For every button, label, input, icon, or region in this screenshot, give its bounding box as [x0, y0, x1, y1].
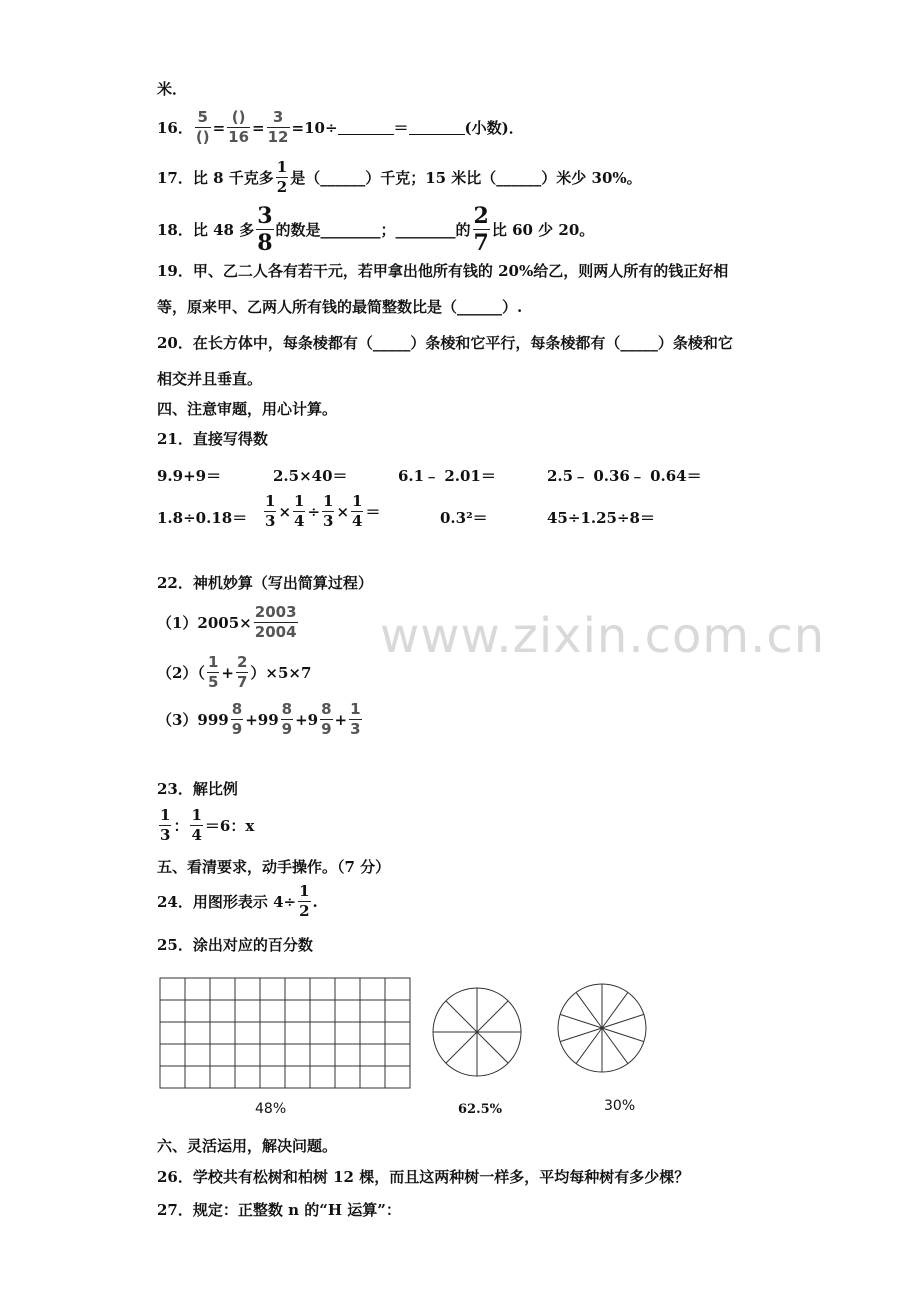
fraction: $\frac{()}{16}$: [228, 108, 250, 146]
circle-figure-10[interactable]: [558, 984, 646, 1072]
section-6-heading: 六、灵活运用，解决问题。: [157, 1137, 338, 1155]
watermark: www.zixin.com.cn: [380, 608, 826, 664]
question-23-equation: $\frac{1}{3}$ ： $\frac{1}{4}$ ＝6：x: [160, 806, 255, 844]
question-17: 17．比 8 千克多 $\frac{1}{2}$ 是（______）千克；15 米比（______）米少 30%。: [157, 158, 642, 196]
fraction: $\frac{5}{()}$: [195, 108, 210, 146]
calc-item: 2.5﹣ 0.36﹣ 0.64＝: [547, 467, 702, 485]
fraction: $\frac{1}{3}$: [350, 700, 361, 738]
calc-item: 6.1﹣ 2.01＝: [398, 467, 496, 485]
question-27: 27．规定：正整数 n 的“H 运算”：: [157, 1201, 401, 1219]
fraction: $\frac{1}{4}$: [294, 492, 305, 530]
circle10-caption: 30%: [604, 1098, 636, 1114]
percent-figures: [150, 970, 670, 1100]
answer-blank[interactable]: [409, 120, 465, 135]
fraction: $\frac{1}{5}$: [207, 653, 219, 691]
grid-caption: 48%: [255, 1101, 287, 1117]
sector-line: [446, 1032, 477, 1063]
question-25: 25．涂出对应的百分数: [157, 936, 313, 954]
fraction: $\frac{3}{8}$: [257, 203, 273, 256]
fraction: $\frac{3}{12}$: [267, 108, 289, 146]
fraction: $\frac{1}{3}$: [265, 492, 276, 530]
sector-line: [446, 1001, 477, 1032]
line-continuation: 米．: [157, 80, 188, 98]
question-22-part2: （2）（ $\frac{1}{5}$ + $\frac{2}{7}$ ）×5×7: [157, 653, 312, 691]
sector-line: [560, 1014, 602, 1028]
fraction: $\frac{1}{4}$: [352, 492, 363, 530]
calc-item: 2.5×40＝: [273, 467, 348, 485]
sector-line: [477, 1032, 508, 1063]
question-19-line2: 等，原来甲、乙两人所有钱的最简整数比是（______）.: [157, 298, 523, 316]
question-18: 18．比 48 多 $\frac{3}{8}$ 的数是________；________的 $\frac{2}{7}$ 比 60 少 20。: [157, 203, 595, 256]
fraction: $\frac{1}{3}$: [323, 492, 334, 530]
fraction: $\frac{2003}{2004}$: [254, 603, 297, 641]
fraction: $\frac{1}{4}$: [191, 806, 202, 844]
question-23: 23．解比例: [157, 780, 238, 798]
sector-line: [576, 1028, 602, 1064]
grid-figure[interactable]: [160, 978, 410, 1088]
circle-figure-8[interactable]: [433, 988, 521, 1076]
fraction: $\frac{8}{9}$: [281, 700, 293, 738]
question-24: 24．用图形表示 4÷ $\frac{1}{2}$ .: [157, 882, 318, 920]
fraction: $\frac{8}{9}$: [321, 700, 332, 738]
question-22-part1: （1）2005× $\frac{2003}{2004}$: [157, 603, 297, 641]
calc-item: 45÷1.25÷8＝: [547, 509, 655, 527]
section-5-heading: 五、看清要求，动手操作。（7 分）: [157, 858, 391, 876]
calc-item-fractions: $\frac{1}{3}$ × $\frac{1}{4}$ ÷ $\frac{1}{3}$ × $\frac{1}{4}$ ＝: [265, 492, 381, 530]
question-20-line2: 相交并且垂直。: [157, 370, 263, 388]
sector-line: [602, 1028, 644, 1042]
sector-line: [602, 992, 628, 1028]
calc-item: 0.3²＝: [440, 509, 488, 527]
question-21: 21．直接写得数: [157, 430, 268, 448]
sector-line: [477, 1001, 508, 1032]
fraction: $\frac{1}{2}$: [299, 882, 310, 920]
fraction: $\frac{8}{9}$: [231, 700, 243, 738]
section-4-heading: 四、注意审题，用心计算。: [157, 400, 338, 418]
sector-line: [560, 1028, 602, 1042]
calc-item: 1.8÷0.18＝: [157, 509, 248, 527]
sector-line: [602, 1014, 644, 1028]
fraction: $\frac{1}{2}$: [276, 158, 288, 196]
question-26: 26．学校共有松树和柏树 12 棵，而且这两种树一样多，平均每种树有多少棵？: [157, 1168, 690, 1186]
fraction: $\frac{1}{3}$: [160, 806, 171, 844]
fraction: $\frac{2}{7}$: [473, 203, 489, 256]
question-19-line1: 19．甲、乙二人各有若干元，若甲拿出他所有钱的 20%给乙，则两人所有的钱正好相: [157, 262, 729, 280]
calc-item: 9.9+9＝: [157, 467, 222, 485]
sector-line: [602, 1028, 628, 1064]
fraction: $\frac{2}{7}$: [236, 653, 248, 691]
question-20-line1: 20．在长方体中，每条棱都有（_____）条棱和它平行，每条棱都有（_____）条棱和它: [157, 334, 733, 352]
question-16: 16． $\frac{5}{()}$ = $\frac{()}{16}$ = $\frac{3}{12}$ =10÷ ＝ (小数)．: [157, 108, 524, 146]
question-22: 22．神机妙算（写出简算过程）: [157, 574, 373, 592]
answer-blank[interactable]: [338, 120, 394, 135]
circle8-caption: 62.5%: [458, 1102, 503, 1117]
question-22-part3: （3）999 $\frac{8}{9}$ +99 $\frac{8}{9}$ +9 $\frac{8}{9}$ + $\frac{1}{3}$: [157, 700, 361, 738]
sector-line: [576, 992, 602, 1028]
